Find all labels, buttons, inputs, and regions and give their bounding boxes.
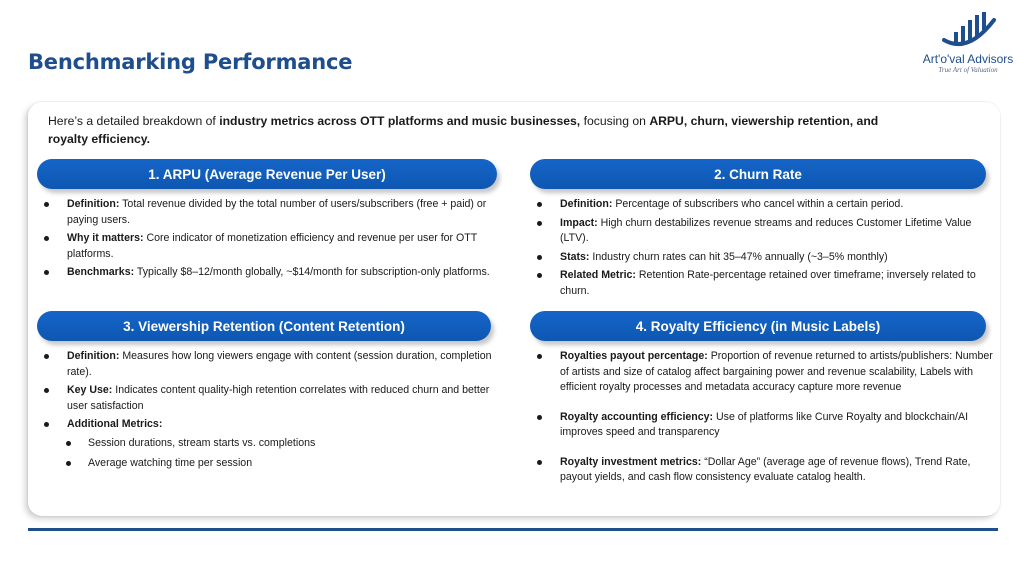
list-item — [44, 417, 494, 433]
intro-bold-2: ARPU, churn, viewership retention, and royalty efficiency. — [48, 114, 879, 146]
section-churn — [537, 197, 977, 302]
logo-tagline: True Art of Valuation — [938, 66, 998, 74]
section-royalty — [537, 349, 1002, 500]
list-item — [537, 197, 977, 213]
bullet-icon — [537, 460, 542, 465]
item-text: Use of platforms like Curve Royalty and blockchain/AI improves speed and transparency — [560, 410, 969, 438]
item-text: High churn destabilizes revenue streams and reduces Customer Lifetime Value (LTV). — [560, 216, 972, 244]
bullet-icon — [44, 236, 49, 241]
list-item — [537, 455, 1002, 486]
item-label: Definition: — [67, 350, 120, 362]
item-label: Related Metric: — [560, 269, 636, 281]
item-label: Royalty investment metrics: — [560, 455, 702, 468]
bar-chart-logo-icon — [938, 10, 998, 50]
bullet-icon — [537, 415, 542, 420]
bullet-icon — [66, 441, 71, 446]
bullet-icon — [537, 255, 542, 260]
section-heading-churn: 2. Churn Rate — [530, 159, 986, 189]
bullet-icon — [44, 388, 49, 393]
list-item — [537, 268, 977, 299]
list-item — [537, 250, 977, 266]
logo-name: Art'o'val Advisors — [922, 52, 1014, 66]
section-heading-retention: 3. Viewership Retention (Content Retention) — [37, 311, 491, 341]
intro-text — [48, 112, 918, 148]
list-item — [44, 265, 494, 281]
footer-divider — [28, 528, 998, 531]
item-text: Core indicator of monetization efficiency and revenue per user for OTT platforms. — [67, 232, 478, 260]
list-item — [44, 383, 494, 414]
bullet-icon — [537, 273, 542, 278]
section-retention — [44, 349, 494, 477]
item-label: Definition: — [67, 198, 120, 210]
item-text: Retention Rate-percentage retained over timeframe; inversely related to churn. — [560, 269, 976, 297]
item-label: Additional Metrics: — [67, 418, 163, 430]
item-text: Indicates content quality-high retention correlates with reduced churn and better user satisfaction — [67, 384, 490, 412]
bullet-icon — [44, 270, 49, 275]
item-label: Why it matters: — [67, 232, 144, 244]
item-label: Impact: — [560, 216, 598, 229]
item-label: Stats: — [560, 250, 590, 263]
bullet-icon — [537, 202, 542, 207]
bullet-icon — [537, 221, 542, 226]
item-label: Benchmarks: — [67, 266, 135, 278]
item-text: Measures how long viewers engage with content (session duration, completion rate). — [67, 350, 492, 378]
item-text: Proportion of revenue returned to artists/publishers: Number of artists and size of catalog affect bargaining power and revenue scalability, Labels with efficient royalty processes and metadata accuracy capture more revenue — [560, 350, 993, 393]
bullet-icon — [537, 354, 542, 359]
section-heading-royalty: 4. Royalty Efficiency (in Music Labels) — [530, 311, 986, 341]
bullet-icon — [44, 202, 49, 207]
item-text: “Dollar Age” (average age of revenue flows), Trend Rate, payout yields, and cash flow consistency evaluate catalog health. — [560, 455, 971, 483]
section-heading-arpu: 1. ARPU (Average Revenue Per User) — [37, 159, 497, 189]
bullet-icon — [44, 422, 49, 427]
item-label: Definition: — [560, 198, 613, 210]
list-item — [537, 410, 1002, 441]
list-item — [44, 231, 494, 262]
item-text: Industry churn rates can hit 35–47% annually (~3–5% monthly) — [589, 250, 888, 263]
section-arpu — [44, 197, 494, 284]
list-item — [44, 349, 494, 380]
intro-bold-1: industry metrics across OTT platforms and music businesses, — [219, 114, 581, 128]
sub-list-item — [44, 436, 494, 452]
intro-mid: focusing on — [580, 114, 650, 128]
intro-pre: Here’s a detailed breakdown of — [48, 114, 220, 128]
item-text: Typically $8–12/month globally, ~$14/month for subscription-only platforms. — [134, 266, 490, 278]
list-item — [537, 216, 977, 247]
item-label: Royalty accounting efficiency: — [560, 410, 714, 423]
sub-list-item — [44, 456, 494, 472]
sub-item-text: Session durations, stream starts vs. completions — [88, 436, 316, 449]
bullet-icon — [66, 461, 71, 466]
item-label: Key Use: — [67, 384, 113, 396]
item-text: Total revenue divided by the total number of users/subscribers (free + paid) or paying users. — [67, 198, 487, 226]
item-label: Royalties payout percentage: — [560, 350, 708, 362]
sub-item-text: Average watching time per session — [88, 457, 253, 469]
list-item — [44, 197, 494, 228]
item-text: Percentage of subscribers who cancel within a certain period. — [612, 198, 904, 210]
company-logo — [918, 10, 1018, 82]
bullet-icon — [44, 354, 49, 359]
list-item — [537, 349, 1002, 396]
page-title: Benchmarking Performance — [28, 50, 353, 74]
